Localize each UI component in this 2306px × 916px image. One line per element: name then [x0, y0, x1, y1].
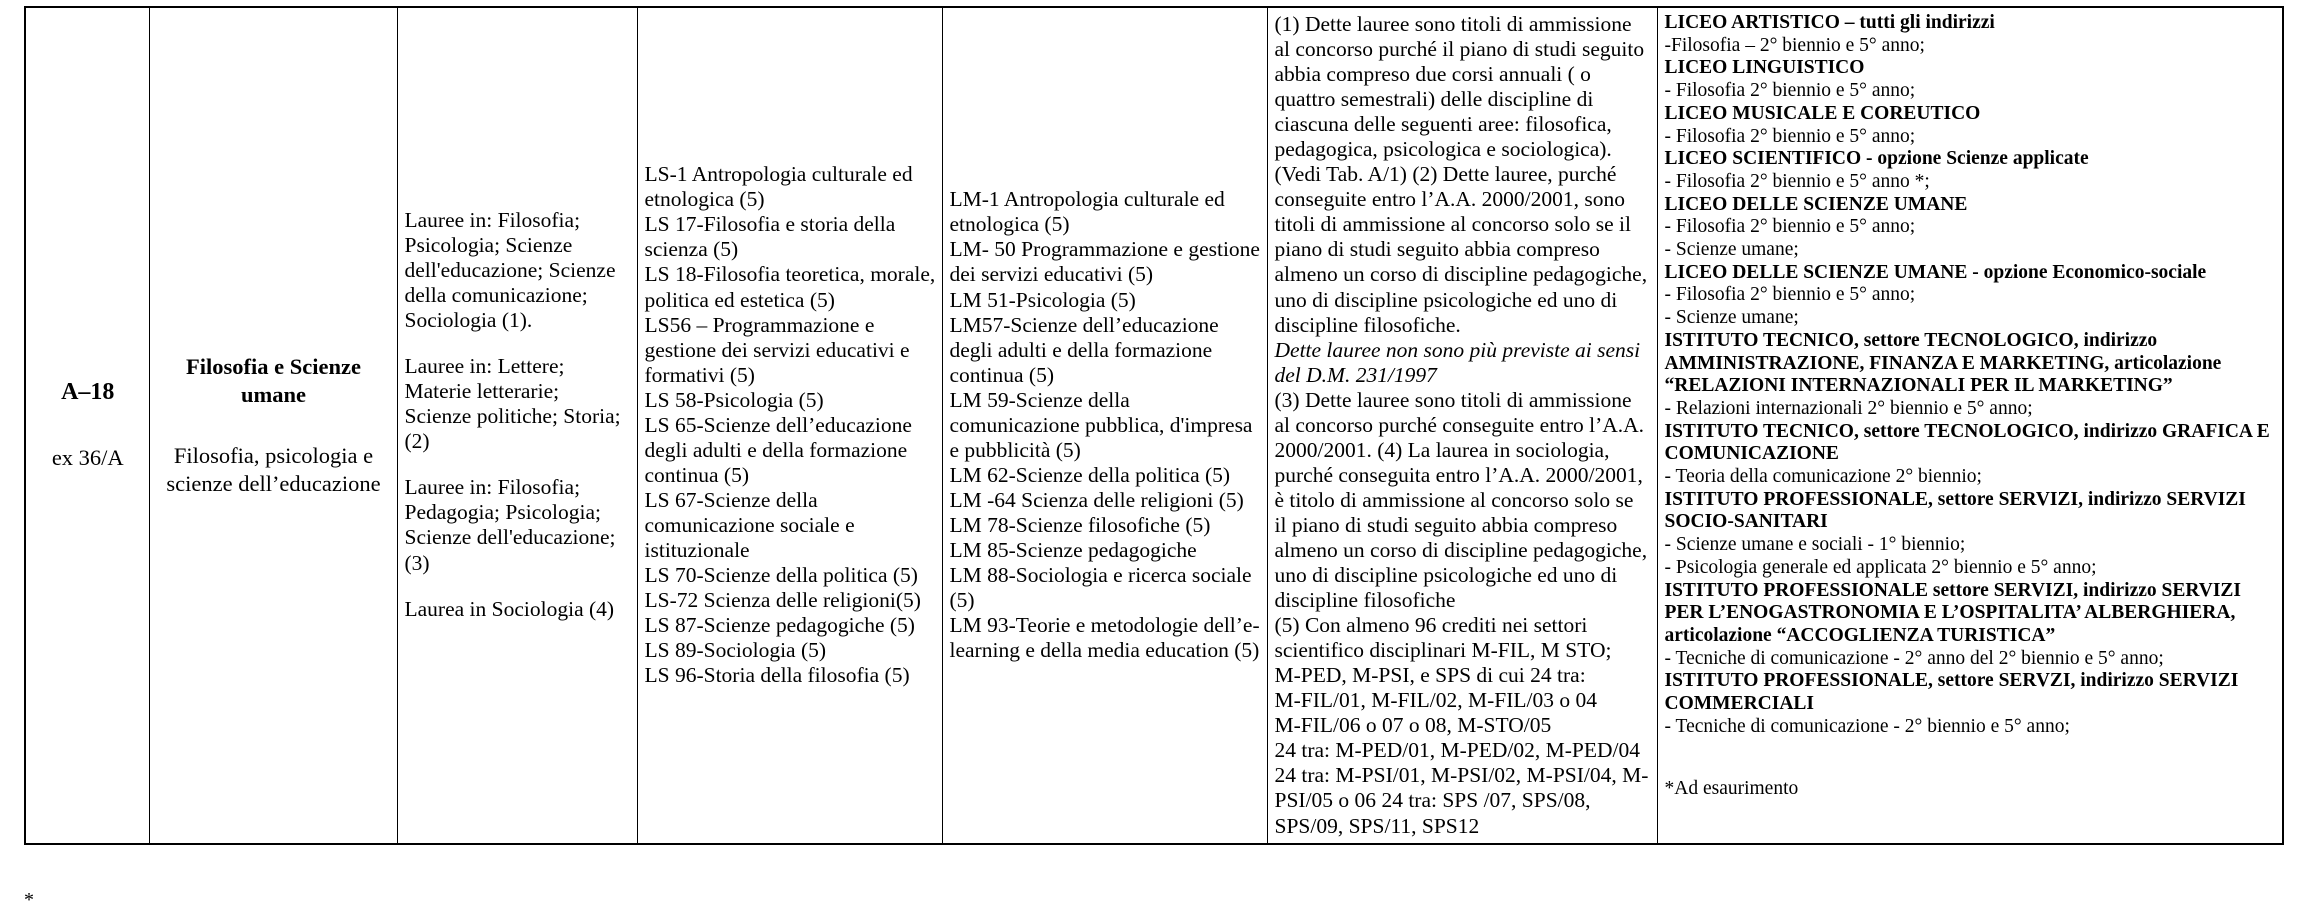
- school-type-heading: LICEO MUSICALE E COREUTICO: [1664, 102, 1981, 124]
- school-subject-line: - Filosofia 2° biennio e 5° anno;: [1664, 125, 1916, 147]
- note-1: (1) Dette lauree sono titoli di ammissione al concorso purché il piano di studi seguito abbia compreso due corsi annuali ( o quattro semestrali) delle discipline di ciascuna delle seguenti aree: filosofica, pedagogica, psicologica e sociologica). (Vedi Tab. A/1): [1274, 12, 1645, 187]
- list-item: LS56 – Programmazione e gestione dei servizi educativi e formativi (5): [644, 312, 910, 387]
- school-subject-line: - Tecniche di comunicazione - 2° biennio e 5° anno;: [1664, 715, 2070, 737]
- school-spacer: [1665, 739, 2277, 778]
- note-3: (3) Dette lauree sono titoli di ammissione al concorso purché conseguite entro l’A.A. 2000/2001.: [1274, 387, 1645, 462]
- school-type-heading: ISTITUTO PROFESSIONALE settore SERVIZI, indirizzo SERVIZI PER L’ENOGASTRONOMIA E L’OSPITALITA’ ALBERGHIERA, articolazione “ACCOGLIENZA TURISTICA”: [1664, 579, 2242, 646]
- lauree-vecchio-ordinamento-cell: [397, 7, 637, 844]
- school-type-heading: LICEO DELLE SCIENZE UMANE: [1664, 193, 1968, 215]
- list-item: LS 87-Scienze pedagogiche (5): [644, 613, 915, 638]
- list-item: LS 89-Sociologia (5): [644, 638, 827, 663]
- school-subject-line: - Filosofia 2° biennio e 5° anno *;: [1664, 170, 1930, 192]
- school-types-cell: [1657, 7, 2283, 844]
- school-subject-line: - Psicologia generale ed applicata 2° biennio e 5° anno;: [1664, 556, 2097, 578]
- list-item: LM 88-Sociologia e ricerca sociale (5): [949, 563, 1252, 613]
- list-item: LM 93-Teorie e metodologie dell’e-learning e della media education (5): [949, 613, 1260, 663]
- laurea-group: Lauree in: Filosofia; Pedagogia; Psicologia; Scienze dell'educazione; (3): [404, 475, 616, 575]
- list-item: LM57-Scienze dell’educazione degli adulti e della formazione continua (5): [949, 312, 1219, 387]
- note-5-line: 24 tra: M-PSI/01, M-PSI/02, M-PSI/04, M-PSI/05 o 06: [1274, 763, 1649, 813]
- school-subject-line: - Relazioni internazionali 2° biennio e 5° anno;: [1664, 397, 2033, 419]
- school-type-heading: ISTITUTO PROFESSIONALE, settore SERVIZI, indirizzo SERVIZI SOCIO-SANITARI: [1664, 488, 2246, 533]
- list-item: LM 51-Psicologia (5): [949, 287, 1136, 312]
- school-subject-line: - Teoria della comunicazione 2° biennio;: [1664, 466, 1982, 488]
- list-item: LS 18-Filosofia teoretica, morale, politica ed estetica (5): [644, 262, 936, 312]
- note-5-line: M-PED, M-PSI, e SPS di cui 24 tra:: [1274, 663, 1586, 688]
- list-item: LM -64 Scienza delle religioni (5): [949, 487, 1244, 512]
- class-code: A–18: [61, 379, 115, 406]
- school-subject-line: *Ad esaurimento: [1664, 777, 1799, 799]
- class-former-code: ex 36/A: [51, 445, 124, 471]
- school-subject-line: - Scienze umane e sociali - 1° biennio;: [1664, 534, 1966, 556]
- class-name: Filosofia e Scienze umane: [186, 354, 361, 407]
- list-item: LM 59-Scienze della comunicazione pubblica, d'impresa e pubblicità (5): [949, 387, 1253, 462]
- footnote-marker: *: [24, 889, 34, 911]
- school-subject-line: - Scienze umane;: [1664, 307, 1799, 329]
- school-subject-line: - Filosofia 2° biennio e 5° anno;: [1664, 80, 1916, 102]
- school-type-heading: LICEO LINGUISTICO: [1664, 57, 1865, 79]
- school-list: [1665, 12, 2277, 800]
- note-5-line: (5) Con almeno 96 crediti nei settori: [1274, 613, 1588, 638]
- list-item: LM 85-Scienze pedagogiche: [949, 537, 1197, 562]
- note-2: (2) Dette lauree, purché conseguite entro l’A.A. 2000/2001, sono titoli di ammissione al concorso solo se il piano di studi seguito abbia compreso almeno un corso di discipline pedagogiche, uno di discipline psicologiche ed uno di discipline filosofiche.: [1274, 162, 1648, 337]
- list-item: LS-72 Scienza delle religioni(5): [644, 588, 921, 613]
- school-subject-line: - Tecniche di comunicazione - 2° anno del 2° biennio e 5° anno;: [1664, 647, 2164, 669]
- school-type-heading: LICEO SCIENTIFICO - opzione Scienze applicate: [1664, 148, 2089, 170]
- list-item: LM-1 Antropologia culturale ed etnologica (5): [949, 187, 1225, 237]
- competition-class-table: [24, 6, 2284, 845]
- school-type-heading: LICEO ARTISTICO – tutti gli indirizzi: [1664, 12, 1995, 33]
- note-5-line: M-FIL/06 o 07 o 08, M-STO/05: [1274, 713, 1552, 738]
- school-type-heading: ISTITUTO TECNICO, settore TECNOLOGICO, indirizzo GRAFICA E COMUNICAZIONE: [1664, 420, 2270, 465]
- list-item: LS 17-Filosofia e storia della scienza (5): [644, 212, 896, 262]
- note-5-line: 24 tra: M-PED/01, M-PED/02, M-PED/04: [1274, 738, 1640, 763]
- table-row: [25, 7, 2283, 844]
- school-type-heading: LICEO DELLE SCIENZE UMANE - opzione Economico-sociale: [1664, 261, 2207, 283]
- laurea-group: Laurea in Sociologia (4): [404, 596, 615, 621]
- list-item: LM- 50 Programmazione e gestione dei servizi educativi (5): [949, 237, 1260, 287]
- note-4: (4) La laurea in sociologia, purché conseguita entro l’A.A. 2000/2001, è titolo di ammissione al concorso solo se il piano di studi seguito abbia compreso almeno un corso di discipline pedagogiche, uno di discipline psicologiche ed uno di discipline filosofiche: [1274, 437, 1648, 613]
- list-item: LS 96-Storia della filosofia (5): [644, 663, 910, 688]
- note-5-line: M-FIL/01, M-FIL/02, M-FIL/03 o 04: [1274, 688, 1597, 713]
- school-subject-line: - Scienze umane;: [1664, 239, 1799, 261]
- class-title-cell: [149, 7, 397, 844]
- list-item: LS-1 Antropologia culturale ed etnologica (5): [644, 162, 913, 212]
- laurea-group: Lauree in: Filosofia; Psicologia; Scienze dell'educazione; Scienze della comunicazione; Sociologia (1).: [404, 207, 616, 333]
- note-2-italic: Dette lauree non sono più previste ai sensi del D.M. 231/1997: [1274, 337, 1641, 387]
- school-type-heading: ISTITUTO PROFESSIONALE, settore SERVZI, indirizzo SERVIZI COMMERCIALI: [1664, 670, 2239, 715]
- class-subtitle: Filosofia, psicologia e scienze dell’educazione: [166, 443, 381, 496]
- lauree-magistrali-cell: [942, 7, 1267, 844]
- school-subject-line: -Filosofia – 2° biennio e 5° anno;: [1664, 34, 1925, 56]
- list-item: LM 62-Scienze della politica (5): [949, 462, 1231, 487]
- lauree-specialistiche-cell: [637, 7, 942, 844]
- list-item: LM 78-Scienze filosofiche (5): [949, 512, 1211, 537]
- laurea-group: Lauree in: Lettere; Materie letterarie; Scienze politiche; Storia; (2): [404, 354, 621, 454]
- note-5-line: 24 tra: SPS /07, SPS/08, SPS/09, SPS/11, SPS12: [1274, 788, 1591, 838]
- school-type-heading: ISTITUTO TECNICO, settore TECNOLOGICO, indirizzo AMMINISTRAZIONE, FINANZA E MARKETING, articolazione “RELAZIONI INTERNAZIONALI PER IL MARKETING”: [1664, 329, 2222, 397]
- list-item: LS 67-Scienze della comunicazione sociale e istituzionale: [644, 487, 855, 562]
- school-subject-line: - Filosofia 2° biennio e 5° anno;: [1664, 216, 1916, 238]
- list-item: LS 65-Scienze dell’educazione degli adulti e della formazione continua (5): [644, 412, 912, 487]
- class-code-cell: [25, 7, 149, 844]
- school-subject-line: - Filosofia 2° biennio e 5° anno;: [1664, 284, 1916, 306]
- list-item: LS 58-Psicologia (5): [644, 387, 824, 412]
- note-5-line: scientifico disciplinari M-FIL, M STO;: [1274, 638, 1612, 663]
- notes-cell: [1267, 7, 1657, 844]
- list-item: LS 70-Scienze della politica (5): [644, 563, 918, 588]
